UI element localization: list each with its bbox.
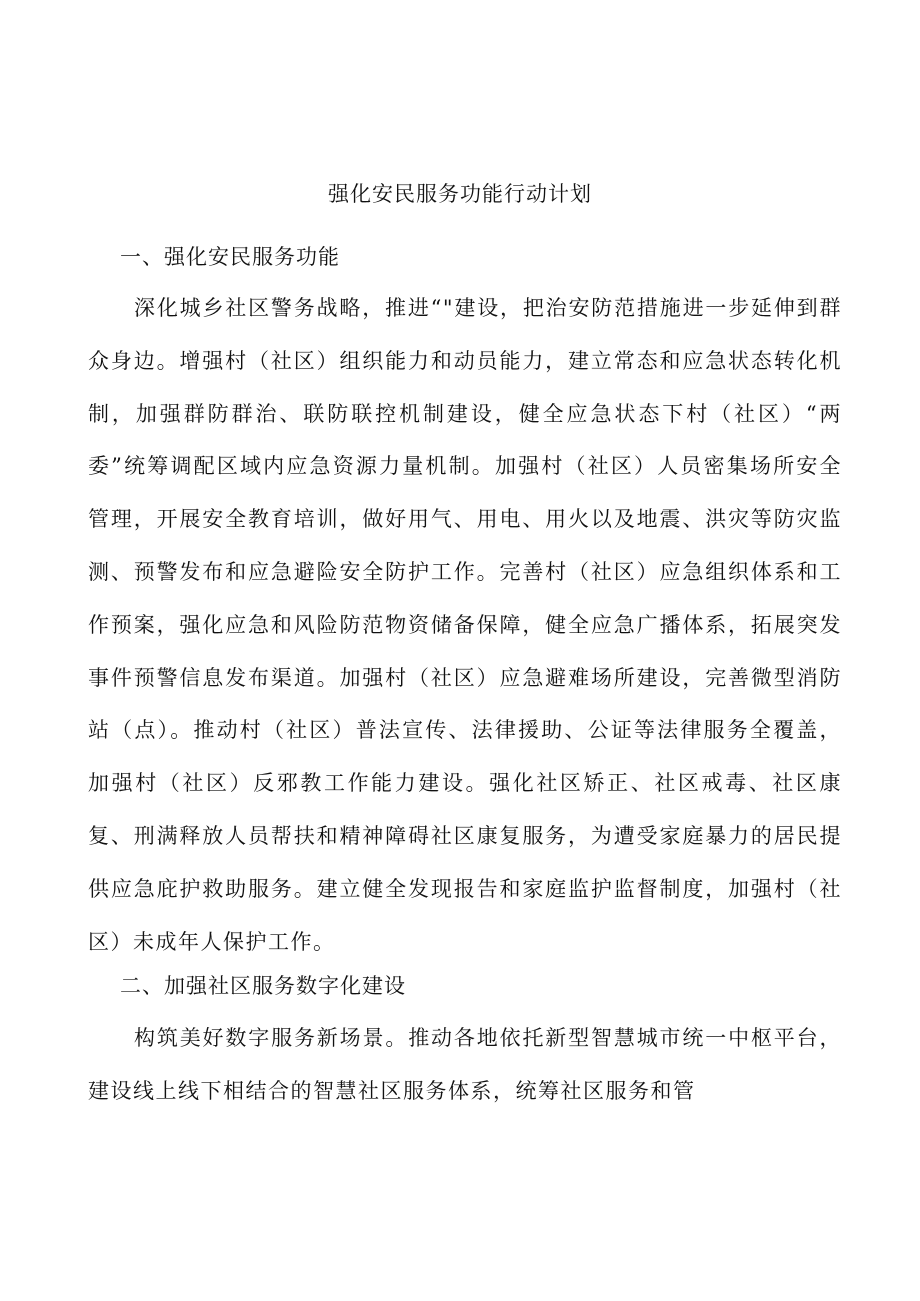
section-heading-2: 二、加强社区服务数字化建设 — [120, 974, 406, 998]
document-title: 强化安民服务功能行动计划 — [328, 182, 592, 206]
section-paragraph-2: 构筑美好数字服务新场景。推动各地依托新型智慧城市统一中枢平台，建设线上线下相结合的智慧社区服务体系，统筹社区服务和管 — [88, 1026, 842, 1103]
section-paragraph-1: 深化城乡社区警务战略，推进“"建设，把治安防范措施进一步延伸到群众身边。增强村（社区）组织能力和动员能力，建立常态和应急状态转化机制，加强群防群治、联防联控机制建设，健全应急状态下村（社区）“两委”统筹调配区域内应急资源力量机制。加强村（社区）人员密集场所安全管理，开展安全教育培训，做好用气、用电、用火以及地震、洪灾等防灾监测、预警发布和应急避险安全防护工作。完善村（社区）应急组织体系和工作预案，强化应急和风险防范物资储备保障，健全应急广播体系，拓展突发事件预警信息发布渠道。加强村（社区）应急避难场所建设，完善微型消防站（点）。推动村（社区）普法宣传、法律援助、公证等法律服务全覆盖，加强村（社区）反邪教工作能力建设。强化社区矫正、社区戒毒、社区康复、刑满释放人员帮扶和精神障碍社区康复服务，为遭受家庭暴力的居民提供应急庇护救助服务。建立健全发现报告和家庭监护监督制度，加强村（社区）未成年人保护工作。 — [88, 296, 842, 954]
section-heading-1: 一、强化安民服务功能 — [120, 245, 340, 269]
